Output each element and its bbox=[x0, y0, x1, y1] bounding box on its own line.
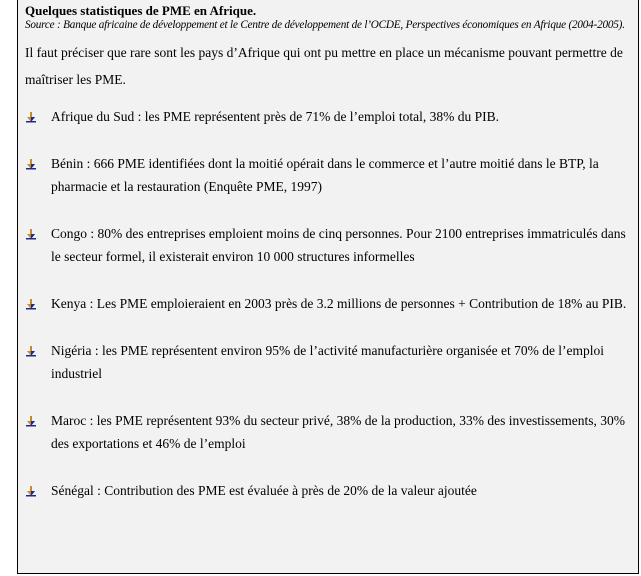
arrow-bullet-icon bbox=[25, 485, 37, 497]
list-item bbox=[25, 222, 632, 268]
arrow-bullet-icon bbox=[25, 345, 37, 357]
arrow-bullet-icon bbox=[25, 228, 37, 240]
box-title: Quelques statistiques de PME en Afrique. bbox=[25, 3, 257, 18]
arrow-bullet-icon bbox=[25, 415, 37, 427]
list-item-text: Bénin : 666 PME identifiées dont la moitié opérait dans le commerce et l’autre moitié dans le BTP, la pharmacie et la restauration (Enquête PME, 1997) bbox=[51, 156, 599, 194]
list-item bbox=[25, 409, 632, 455]
arrow-bullet-icon bbox=[25, 298, 37, 310]
source-note: Source : Banque africaine de développement et le Centre de développement de l’OCDE, Perspectives économiques en Afrique (2004-2005). bbox=[25, 19, 625, 31]
list-item bbox=[25, 479, 632, 502]
list-item-text: Maroc : les PME représentent 93% du secteur privé, 38% de la production, 33% des investissements, 30% des exportations et 46% de l’emploi bbox=[51, 413, 625, 451]
list-item-text: Kenya : Les PME emploieraient en 2003 près de 3.2 millions de personnes + Contribution de 18% au PIB. bbox=[51, 296, 627, 311]
intro-paragraph: Il faut préciser que rare sont les pays d’Afrique qui ont pu mettre en place un mécanisme pouvant permettre de maîtriser les PME. bbox=[25, 45, 623, 87]
list-item bbox=[25, 105, 632, 128]
list-item bbox=[25, 152, 632, 198]
list-item-text: Nigéria : les PME représentent environ 95% de l’activité manufacturière organisée et 70% de l’emploi industriel bbox=[51, 343, 605, 381]
arrow-bullet-icon bbox=[25, 158, 37, 170]
list-item-text: Sénégal : Contribution des PME est évaluée à près de 20% de la valeur ajoutée bbox=[51, 483, 477, 498]
statistics-box bbox=[17, 0, 639, 574]
statistics-list bbox=[25, 105, 632, 502]
list-item-text: Afrique du Sud : les PME représentent près de 71% de l’emploi total, 38% du PIB. bbox=[51, 109, 500, 124]
list-item-text: Congo : 80% des entreprises emploient moins de cinq personnes. Pour 2100 entreprises immatriculés dans le secteur formel, il existerait environ 10 000 structures informelles bbox=[51, 226, 626, 264]
list-item bbox=[25, 339, 632, 385]
arrow-bullet-icon bbox=[25, 111, 37, 123]
list-item bbox=[25, 292, 632, 315]
